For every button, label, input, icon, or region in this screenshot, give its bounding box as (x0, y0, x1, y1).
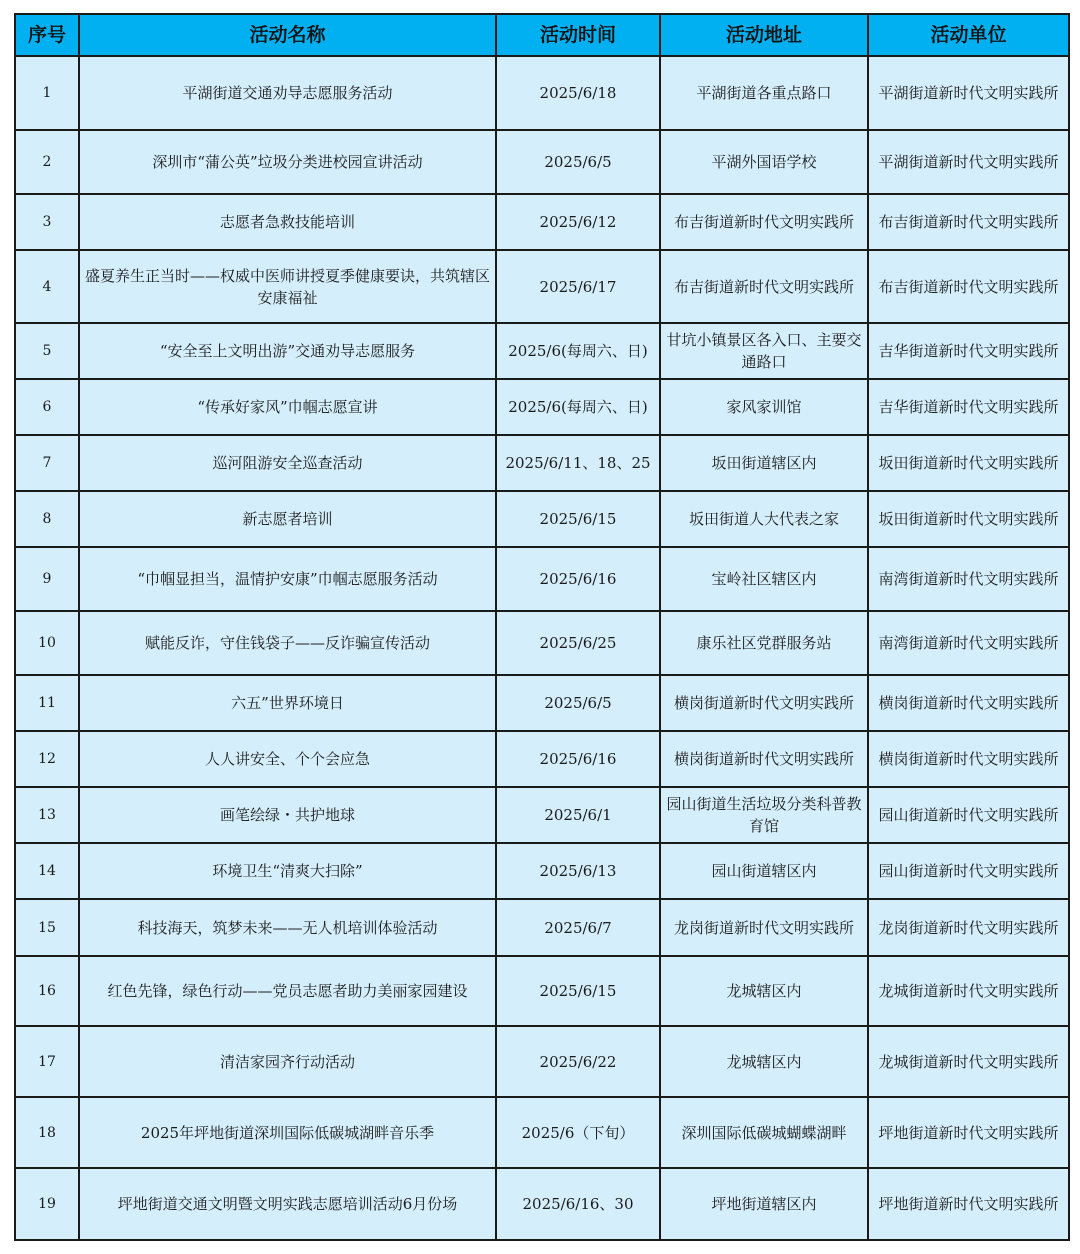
activity-address: 甘坑小镇景区各入口、主要交通路口 (660, 323, 868, 379)
activity-address: 坪地街道辖区内 (660, 1168, 868, 1240)
activity-name: 深圳市“蒲公英”垃圾分类进校园宣讲活动 (79, 130, 496, 194)
row-index: 14 (15, 843, 79, 899)
row-index: 13 (15, 787, 79, 843)
activity-time: 2025/6/22 (496, 1026, 660, 1097)
activity-address: 深圳国际低碳城蝴蝶湖畔 (660, 1097, 868, 1168)
table-row (15, 731, 1069, 787)
activity-unit: 坪地街道新时代文明实践所 (868, 1097, 1069, 1168)
table-row (15, 1097, 1069, 1168)
activity-address: 康乐社区党群服务站 (660, 611, 868, 675)
table-row (15, 899, 1069, 956)
activity-address: 坂田街道辖区内 (660, 435, 868, 491)
activity-time: 2025/6/7 (496, 899, 660, 956)
row-index: 12 (15, 731, 79, 787)
activity-name: 人人讲安全、个个会应急 (79, 731, 496, 787)
activity-table (14, 13, 1070, 1241)
activity-unit: 坂田街道新时代文明实践所 (868, 435, 1069, 491)
row-index: 11 (15, 675, 79, 731)
activity-name: 画笔绘绿・共护地球 (79, 787, 496, 843)
table-row (15, 1168, 1069, 1240)
activity-name: 平湖街道交通劝导志愿服务活动 (79, 56, 496, 130)
row-index: 6 (15, 379, 79, 435)
activity-unit: 园山街道新时代文明实践所 (868, 787, 1069, 843)
activity-name: 环境卫生“清爽大扫除” (79, 843, 496, 899)
activity-unit: 南湾街道新时代文明实践所 (868, 611, 1069, 675)
row-index: 19 (15, 1168, 79, 1240)
activity-name: 2025年坪地街道深圳国际低碳城湖畔音乐季 (79, 1097, 496, 1168)
activity-address: 龙城辖区内 (660, 1026, 868, 1097)
activity-address: 横岗街道新时代文明实践所 (660, 731, 868, 787)
table-row (15, 194, 1069, 250)
header-activity-unit: 活动单位 (868, 14, 1069, 56)
activity-name: 六五”世界环境日 (79, 675, 496, 731)
row-index: 1 (15, 56, 79, 130)
activity-address: 园山街道生活垃圾分类科普教育馆 (660, 787, 868, 843)
activity-name: 红色先锋，绿色行动——党员志愿者助力美丽家园建设 (79, 956, 496, 1026)
activity-time: 2025/6/15 (496, 491, 660, 547)
activity-name: 巡河阻游安全巡查活动 (79, 435, 496, 491)
row-index: 17 (15, 1026, 79, 1097)
table-row (15, 379, 1069, 435)
activity-unit: 龙岗街道新时代文明实践所 (868, 899, 1069, 956)
row-index: 4 (15, 250, 79, 323)
activity-time: 2025/6/16、30 (496, 1168, 660, 1240)
header-activity-name: 活动名称 (79, 14, 496, 56)
activity-time: 2025/6（下旬） (496, 1097, 660, 1168)
row-index: 5 (15, 323, 79, 379)
row-index: 10 (15, 611, 79, 675)
activity-unit: 吉华街道新时代文明实践所 (868, 379, 1069, 435)
row-index: 16 (15, 956, 79, 1026)
row-index: 3 (15, 194, 79, 250)
row-index: 2 (15, 130, 79, 194)
activity-address: 龙城辖区内 (660, 956, 868, 1026)
row-index: 15 (15, 899, 79, 956)
activity-name: 盛夏养生正当时——权威中医师讲授夏季健康要诀，共筑辖区安康福祉 (79, 250, 496, 323)
activity-name: 清洁家园齐行动活动 (79, 1026, 496, 1097)
table-row (15, 956, 1069, 1026)
activity-unit: 园山街道新时代文明实践所 (868, 843, 1069, 899)
activity-unit: 布吉街道新时代文明实践所 (868, 250, 1069, 323)
activity-time: 2025/6/5 (496, 675, 660, 731)
activity-address: 平湖街道各重点路口 (660, 56, 868, 130)
activity-time: 2025/6/15 (496, 956, 660, 1026)
activity-address: 坂田街道人大代表之家 (660, 491, 868, 547)
activity-unit: 坂田街道新时代文明实践所 (868, 491, 1069, 547)
header-index: 序号 (15, 14, 79, 56)
table-row (15, 56, 1069, 130)
header-activity-address: 活动地址 (660, 14, 868, 56)
activity-address: 布吉街道新时代文明实践所 (660, 250, 868, 323)
activity-unit: 横岗街道新时代文明实践所 (868, 731, 1069, 787)
activity-unit: 横岗街道新时代文明实践所 (868, 675, 1069, 731)
activity-name: “巾帼显担当，温情护安康”巾帼志愿服务活动 (79, 547, 496, 611)
activity-address: 平湖外国语学校 (660, 130, 868, 194)
table-row (15, 130, 1069, 194)
header-row (15, 14, 1069, 56)
header-activity-time: 活动时间 (496, 14, 660, 56)
activity-name: 坪地街道交通文明暨文明实践志愿培训活动6月份场 (79, 1168, 496, 1240)
row-index: 7 (15, 435, 79, 491)
activity-time: 2025/6/12 (496, 194, 660, 250)
activity-unit: 龙城街道新时代文明实践所 (868, 1026, 1069, 1097)
activity-time: 2025/6/13 (496, 843, 660, 899)
activity-address: 龙岗街道新时代文明实践所 (660, 899, 868, 956)
activity-unit: 南湾街道新时代文明实践所 (868, 547, 1069, 611)
table-row (15, 250, 1069, 323)
activity-unit: 平湖街道新时代文明实践所 (868, 56, 1069, 130)
activity-address: 园山街道辖区内 (660, 843, 868, 899)
table-row (15, 675, 1069, 731)
activity-time: 2025/6/25 (496, 611, 660, 675)
activity-address: 横岗街道新时代文明实践所 (660, 675, 868, 731)
activity-name: 志愿者急救技能培训 (79, 194, 496, 250)
activity-name: 赋能反诈，守住钱袋子——反诈骗宣传活动 (79, 611, 496, 675)
row-index: 18 (15, 1097, 79, 1168)
table-row (15, 787, 1069, 843)
activity-unit: 吉华街道新时代文明实践所 (868, 323, 1069, 379)
activity-time: 2025/6/16 (496, 547, 660, 611)
table-row (15, 435, 1069, 491)
activity-time: 2025/6/5 (496, 130, 660, 194)
table-row (15, 843, 1069, 899)
activity-time: 2025/6(每周六、日) (496, 379, 660, 435)
activity-name: 新志愿者培训 (79, 491, 496, 547)
activity-address: 家风家训馆 (660, 379, 868, 435)
activity-time: 2025/6/11、18、25 (496, 435, 660, 491)
activity-name: “传承好家风”巾帼志愿宣讲 (79, 379, 496, 435)
table-row (15, 1026, 1069, 1097)
activity-time: 2025/6/18 (496, 56, 660, 130)
activity-address: 布吉街道新时代文明实践所 (660, 194, 868, 250)
table-row (15, 323, 1069, 379)
row-index: 9 (15, 547, 79, 611)
row-index: 8 (15, 491, 79, 547)
table-row (15, 547, 1069, 611)
activity-unit: 龙城街道新时代文明实践所 (868, 956, 1069, 1026)
activity-time: 2025/6(每周六、日) (496, 323, 660, 379)
activity-time: 2025/6/1 (496, 787, 660, 843)
activity-unit: 坪地街道新时代文明实践所 (868, 1168, 1069, 1240)
table-row (15, 491, 1069, 547)
activity-unit: 平湖街道新时代文明实践所 (868, 130, 1069, 194)
activity-name: “安全至上文明出游”交通劝导志愿服务 (79, 323, 496, 379)
activity-time: 2025/6/16 (496, 731, 660, 787)
activity-time: 2025/6/17 (496, 250, 660, 323)
activity-name: 科技海天，筑梦未来——无人机培训体验活动 (79, 899, 496, 956)
activity-unit: 布吉街道新时代文明实践所 (868, 194, 1069, 250)
table-row (15, 611, 1069, 675)
activity-address: 宝岭社区辖区内 (660, 547, 868, 611)
